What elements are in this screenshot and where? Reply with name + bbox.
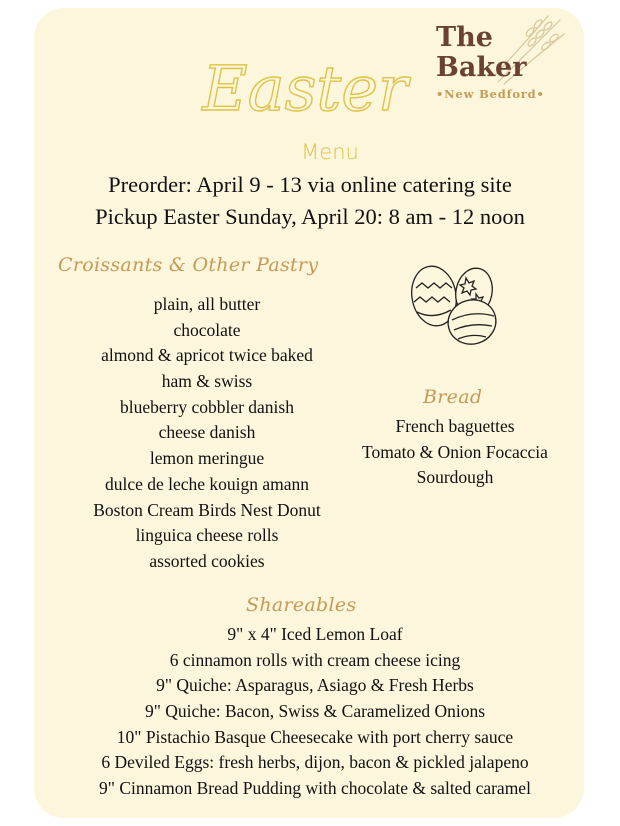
list-item: 9" Cinnamon Bread Pudding with chocolate & salted caramel bbox=[99, 778, 531, 799]
easter-eggs-icon bbox=[404, 260, 504, 352]
list-item: 10" Pistachio Basque Cheesecake with port cherry sauce bbox=[116, 726, 514, 747]
list-item: plain, all butter bbox=[153, 294, 261, 314]
list-item: chocolate bbox=[173, 319, 241, 340]
list-item: assorted cookies bbox=[149, 550, 265, 571]
pickup-line: Pickup Easter Sunday, April 20: 8 am - 12 noon bbox=[95, 204, 525, 229]
preorder-line: Preorder: April 9 - 13 via online catering site bbox=[108, 172, 512, 197]
list-item: Boston Cream Birds Nest Donut bbox=[93, 499, 321, 520]
shareables-heading: Shareables bbox=[246, 594, 357, 616]
shareables-list bbox=[30, 622, 600, 802]
list-item: dulce de leche kouign amann bbox=[104, 473, 310, 494]
title-script bbox=[195, 28, 415, 148]
list-item: 9" Quiche: Asparagus, Asiago & Fresh Herbs bbox=[156, 675, 474, 696]
list-item: 6 cinnamon rolls with cream cheese icing bbox=[169, 649, 461, 670]
list-item: almond & apricot twice baked bbox=[101, 345, 313, 366]
list-item: blueberry cobbler danish bbox=[120, 396, 294, 417]
list-item: 9" Quiche: Bacon, Swiss & Caramelized Onions bbox=[144, 701, 486, 722]
list-item: linguica cheese rolls bbox=[135, 525, 279, 546]
pastry-list bbox=[52, 292, 362, 575]
list-item: Sourdough bbox=[416, 467, 494, 488]
title-script-text: Easter bbox=[202, 52, 408, 125]
pastry-heading: Croissants & Other Pastry bbox=[58, 254, 319, 276]
list-item: cheese danish bbox=[158, 422, 256, 443]
logo-location: •New Bedford• bbox=[436, 87, 545, 101]
logo-location-text: New Bedford bbox=[444, 87, 537, 101]
list-item: Tomato & Onion Focaccia bbox=[362, 441, 548, 462]
bread-list bbox=[340, 414, 570, 491]
list-item: ham & swiss bbox=[161, 371, 253, 392]
bread-heading: Bread bbox=[423, 386, 483, 408]
list-item: 9" x 4" Iced Lemon Loaf bbox=[227, 624, 403, 644]
title-menu: Menu bbox=[301, 140, 359, 164]
list-item: 6 Deviled Eggs: fresh herbs, dijon, bacon & pickled jalapeno bbox=[101, 752, 529, 773]
list-item: French baguettes bbox=[395, 416, 515, 436]
logo-baker: Baker bbox=[436, 52, 527, 83]
list-item: lemon meringue bbox=[149, 448, 265, 469]
logo-the: The bbox=[436, 22, 493, 53]
